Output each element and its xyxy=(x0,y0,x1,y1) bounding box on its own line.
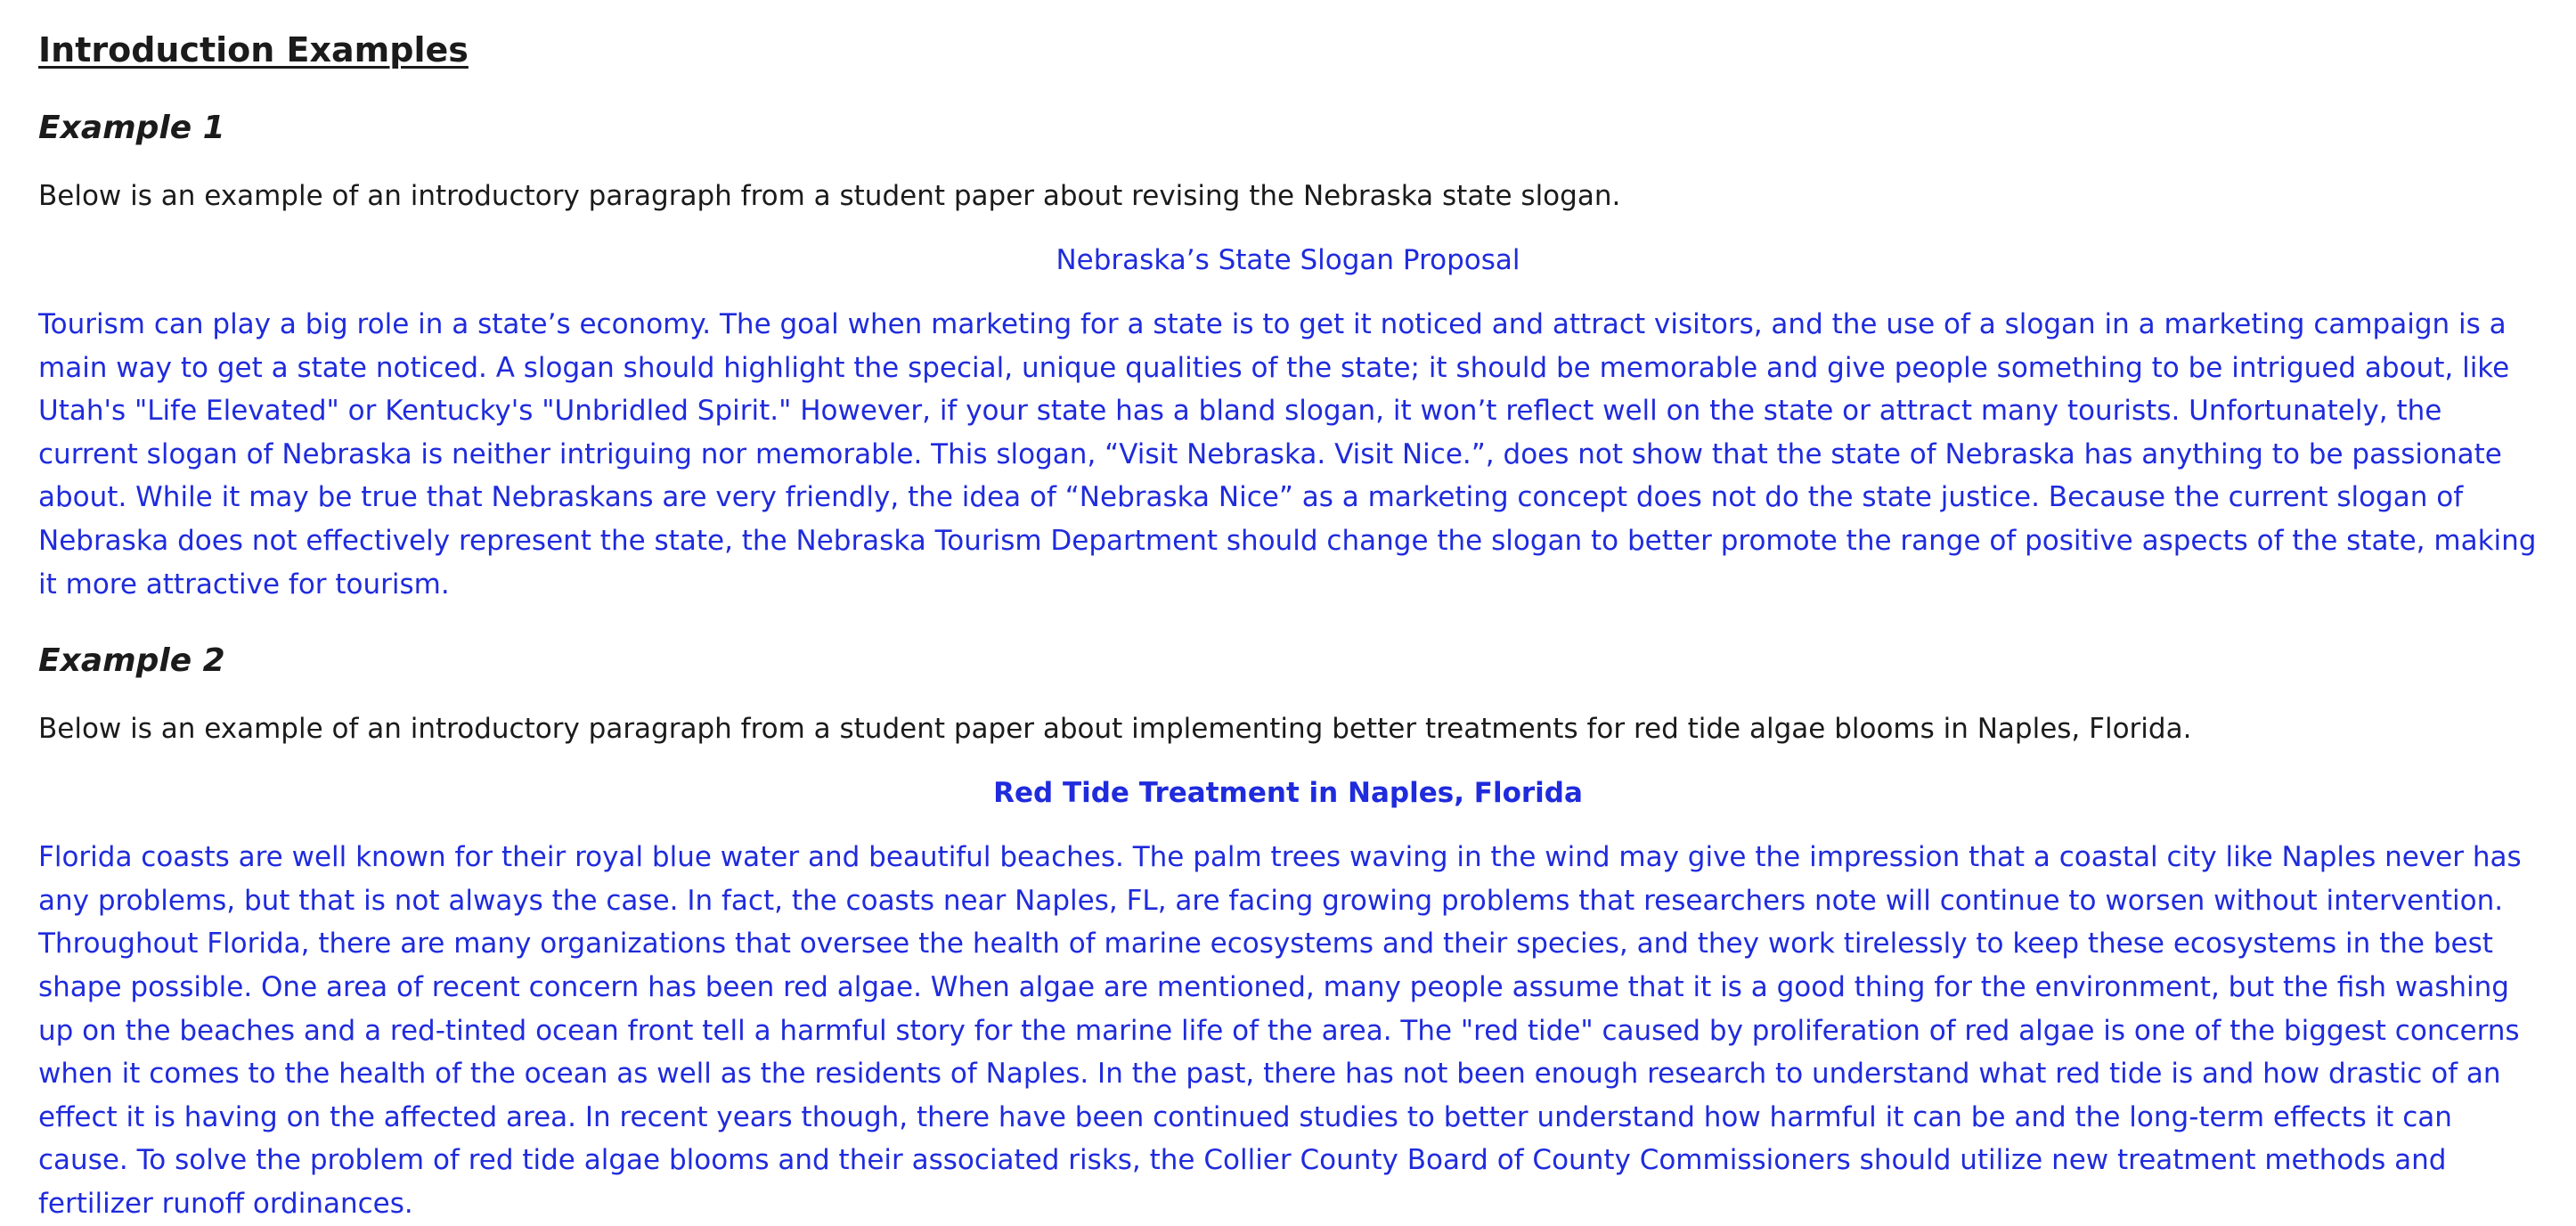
example-1-paper-title: Nebraska’s State Slogan Proposal xyxy=(1056,244,1520,276)
example-2-section xyxy=(38,638,2538,1225)
example-1-section xyxy=(38,105,2538,606)
example-2-paragraph: Florida coasts are well known for their royal blue water and beautiful beaches. The palm trees waving in the wind may give the impression that a coastal city like Naples never has any problems, but that is not always the case. In fact, the coasts near Naples, FL, are facing growing problems that researchers note will continue to worsen without intervention. Throughout Florida, there are many organizations that oversee the health of marine ecosystems and their species, and they work tirelessly to keep these ecosystems in the best shape possible. One area of recent concern has been red algae. When algae are mentioned, many people assume that it is a good thing for the environment, but the fish washing up on the beaches and a red-tinted ocean front tell a harmful story for the marine life of the area. The "red tide" caused by proliferation of red algae is one of the biggest concerns when it comes to the health of the ocean as well as the residents of Naples. In the past, there has not been enough research to understand what red tide is and how drastic of an effect it is having on the affected area. In recent years though, there have been continued studies to better understand how harmful it can be and the long-term effects it can cause. To solve the problem of red tide algae blooms and their associated risks, the Collier County Board of County Commissioners should utilize new treatment methods and fertilizer runoff ordinances. xyxy=(38,841,2522,1220)
example-1-description: Below is an example of an introductory paragraph from a student paper about revising the Nebraska state slogan. xyxy=(38,180,1621,212)
example-1-paragraph: Tourism can play a big role in a state’s economy. The goal when marketing for a state is to get it noticed and attract visitors, and the use of a slogan in a marketing campaign is a main way to get a state noticed. A slogan should highlight the special, unique qualities of the state; it should be memorable and give people something to be intrigued about, like Utah's "Life Elevated" or Kentucky's "Unbridled Spirit." However, if your state has a bland slogan, it won’t reflect well on the state or attract many tourists. Unfortunately, the current slogan of Nebraska is neither intriguing nor memorable. This slogan, “Visit Nebraska. Visit Nice.”, does not show that the state of Nebraska has anything to be passionate about. While it may be true that Nebraskans are very friendly, the idea of “Nebraska Nice” as a marketing concept does not do the state justice. Because the current slogan of Nebraska does not effectively represent the state, the Nebraska Tourism Department should change the slogan to better promote the range of positive aspects of the state, making it more attractive for tourism. xyxy=(38,308,2537,601)
page-title: Introduction Examples xyxy=(38,30,469,69)
example-2-heading: Example 2 xyxy=(38,642,225,680)
example-2-description: Below is an example of an introductory paragraph from a student paper about implementing better treatments for red tide algae blooms in Naples, Florida. xyxy=(38,713,2192,746)
example-2-paper-title: Red Tide Treatment in Naples, Florida xyxy=(993,777,1583,810)
example-1-heading: Example 1 xyxy=(38,110,225,146)
